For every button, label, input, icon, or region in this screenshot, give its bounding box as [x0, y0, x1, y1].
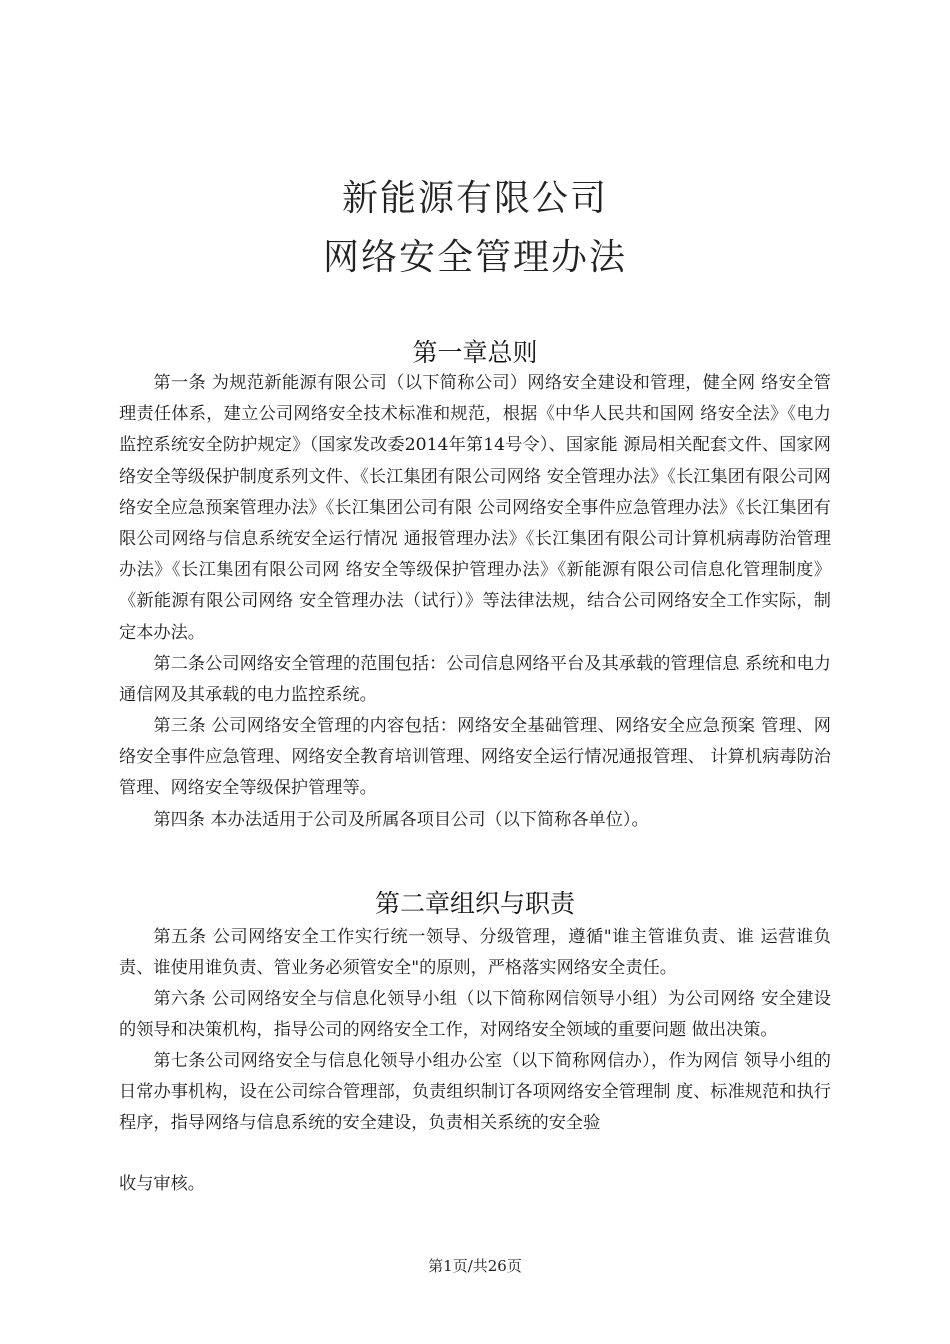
document-title-line1: 新能源有限公司 [341, 178, 608, 219]
article-1: 第一条 为规范新能源有限公司（以下简称公司）网络安全建设和管理，健全网 络安全管理责任体系，建立公司网络安全技术标准和规范，根据《中华人民共和国网 络安全法》《电力监控系统安全防护规定》（国家发改委2014年第14号令）、国家能 源局相关配套文件、国家网络安全等级保护制度系列文件、《长江集团有限公司网络 安全管理办法》《长江集团有限公司网络安全应急预案管理办法》《长江集团公司有限 公司网络安全事件应急管理办法》《长江集团有限公司网络与信息系统安全运行情况 通报管理办法》《长江集团有限公司计算机病毒防治管理办法》《长江集团有限公司网 络安全等级保护管理办法》《新能源有限公司信息化管理制度》《新能源有限公司网络 安全管理办法（试行）》等法律法规，结合公司网络安全工作实际，制定本办法。 [119, 373, 831, 643]
article-7-continuation: 收与审核。 [119, 1174, 205, 1194]
chapter-heading-1: 第一章总则 [412, 338, 538, 367]
page-number-footer: 第1页/共26页 [428, 1257, 522, 1275]
chapter-heading-2: 第二章组织与职责 [374, 889, 575, 918]
article-5: 第五条 公司网络安全工作实行统一领导、分级管理，遵循"谁主管谁负责、谁 运营谁负责、谁使用谁负责、管业务必须管安全"的原则，严格落实网络安全责任。 [119, 927, 831, 979]
document-title-line2: 网络安全管理办法 [322, 237, 627, 278]
article-2: 第二条公司网络安全管理的范围包括：公司信息网络平台及其承载的管理信息 系统和电力通信网及其承载的电力监控系统。 [119, 654, 831, 706]
article-3: 第三条 公司网络安全管理的内容包括：网络安全基础管理、网络安全应急预案 管理、网络安全事件应急管理、网络安全教育培训管理、网络安全运行情况通报管理、 计算机病毒防治管理、网络安全等级保护管理等。 [119, 716, 831, 799]
article-6: 第六条 公司网络安全与信息化领导小组（以下简称网信领导小组）为公司网络 安全建设的领导和决策机构，指导公司的网络安全工作，对网络安全领域的重要问题 做出决策。 [119, 989, 831, 1041]
article-4: 第四条 本办法适用于公司及所属各项目公司（以下简称各单位）。 [153, 810, 649, 830]
article-7: 第七条公司网络安全与信息化领导小组办公室（以下简称网信办），作为网信 领导小组的日常办事机构，设在公司综合管理部，负责组织制订各项网络安全管理制 度、标准规范和执行程序，指导网络与信息系统的安全建设，负责相关系统的安全验 [119, 1051, 831, 1134]
